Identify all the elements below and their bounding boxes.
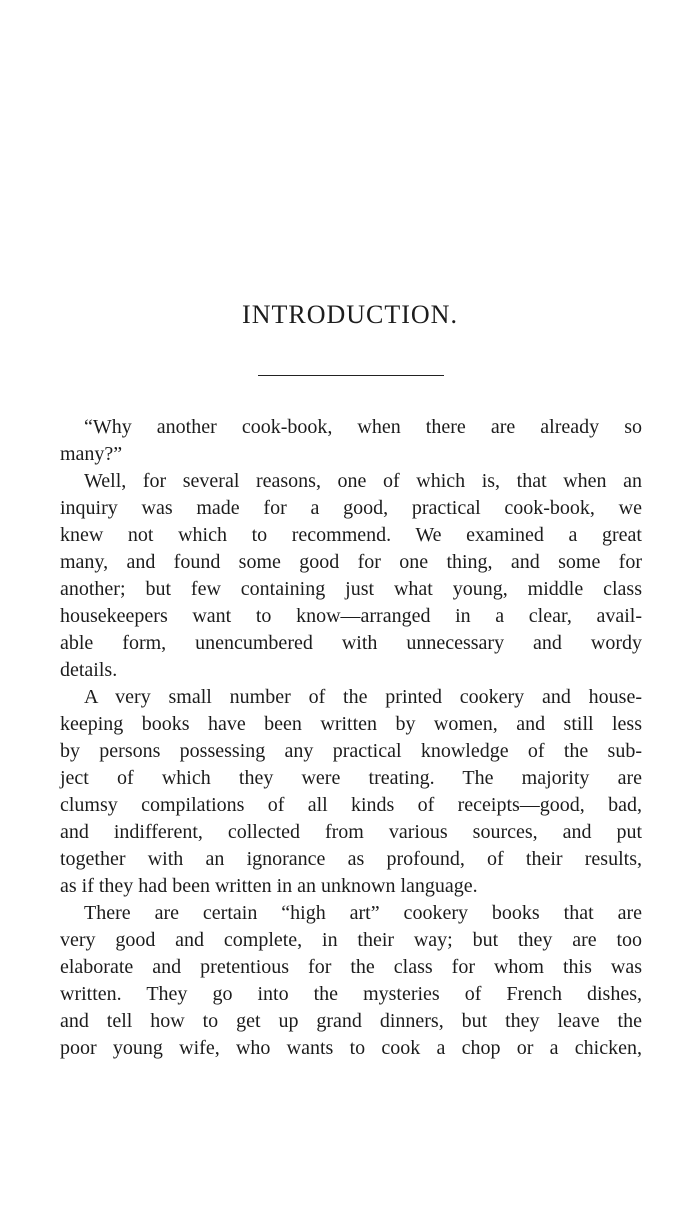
text-line: housekeepers want to know—arranged in a clear, avail- [60, 605, 642, 627]
text-line: inquiry was made for a good, practical cook-book, we [60, 497, 642, 519]
text-line: ject of which they were treating. The majority are [60, 767, 642, 789]
text-line: written. They go into the mysteries of French dishes, [60, 983, 642, 1005]
text-line: another; but few containing just what young, middle class [60, 578, 642, 600]
page-title: INTRODUCTION. [242, 300, 458, 329]
text-line: poor young wife, who wants to cook a chop or a chicken, [60, 1037, 642, 1059]
text-line: A very small number of the printed cookery and house- [84, 686, 642, 708]
title-rule [258, 375, 444, 376]
text-line: very good and complete, in their way; but they are too [60, 929, 642, 951]
text-line: keeping books have been written by women, and still less [60, 713, 642, 735]
text-line: There are certain “high art” cookery books that are [84, 902, 642, 924]
text-line: elaborate and pretentious for the class for whom this was [60, 956, 642, 978]
text-line: details. [60, 659, 118, 681]
text-line: clumsy compilations of all kinds of receipts—good, bad, [60, 794, 642, 816]
text-line: together with an ignorance as profound, of their results, [60, 848, 642, 870]
text-line: Well, for several reasons, one of which is, that when an [84, 470, 642, 492]
text-line: by persons possessing any practical knowledge of the sub- [60, 740, 642, 762]
text-line: “Why another cook-book, when there are already so [84, 416, 642, 438]
text-line: able form, unencumbered with unnecessary and wordy [60, 632, 642, 654]
introduction-text [60, 414, 642, 1062]
text-line: and tell how to get up grand dinners, but they leave the [60, 1010, 642, 1032]
text-line: many, and found some good for one thing, and some for [60, 551, 642, 573]
text-line: and indifferent, collected from various sources, and put [60, 821, 642, 843]
text-line: many?” [60, 443, 123, 465]
text-line: knew not which to recommend. We examined a great [60, 524, 642, 546]
text-line: as if they had been written in an unknown language. [60, 875, 478, 897]
